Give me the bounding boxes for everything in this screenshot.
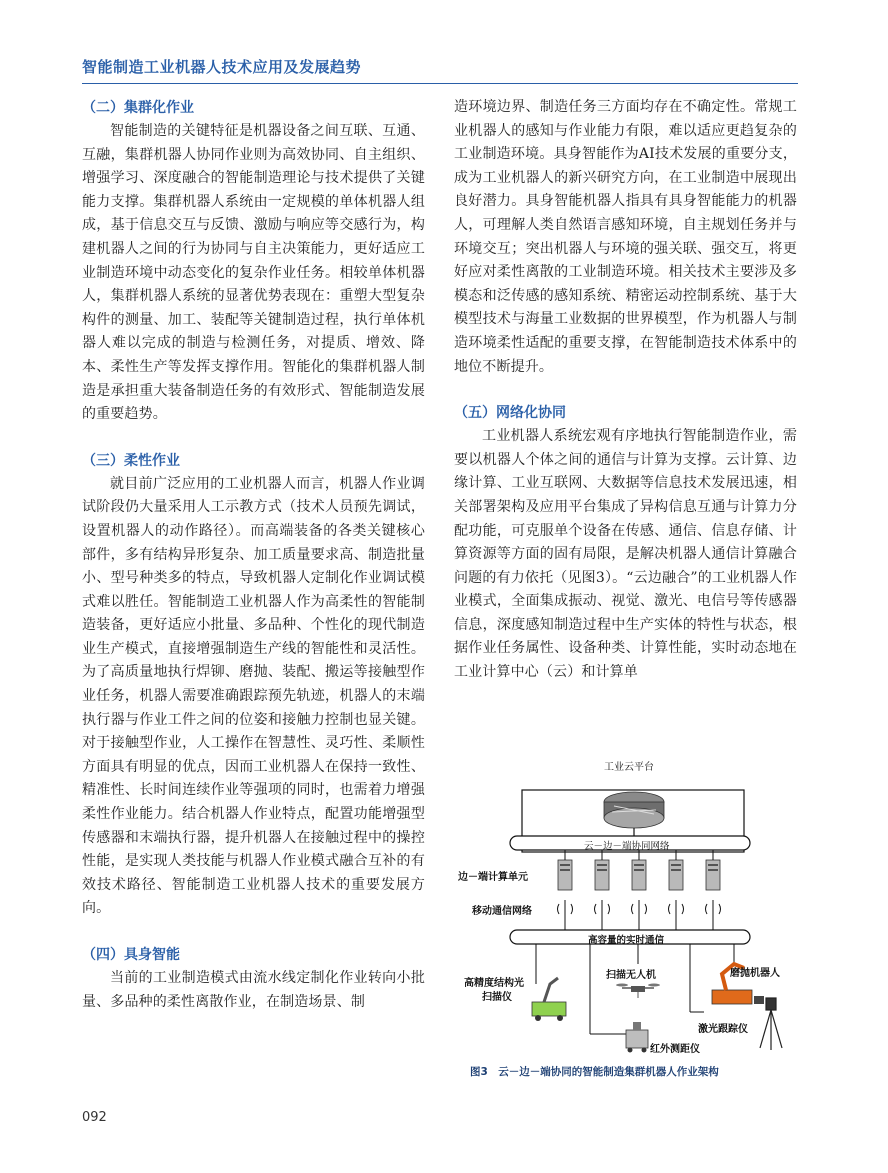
paragraph-network: 工业机器人系统宏观有序地执行智能制造作业，需要以机器人个体之间的通信与计算为支撑。云计算、边缘计算、工业互联网、大数据等信息技术发展迅速，相关部署架构及应用平台集成了异构信息互通与计算力分配功能，可克服单个设备在传感、通信、信息存储、计算资源等方面的固有局限，是解决机器人通信计算融合问题的有力依托（见图3）。“云边融合”的工业机器人作业模式，全面集成振动、视觉、激光、电信号等传感器信息，深度感知制造过程中生产实体的特性与状态，根据作业任务属性、设备种类、计算性能，实时动态地在工业计算中心（云）和计算单 [454, 428, 797, 681]
paragraph-embodied-start: 当前的工业制造模式由流水线定制化作业转向小批量、多品种的柔性离散作业，在制造场景、制 [82, 970, 425, 1010]
figure-caption: 图3 云－边－端协同的智能制造集群机器人作业架构 [470, 1066, 719, 1078]
right-column [454, 96, 797, 685]
realtime-comm-label: 高容量的实时通信 [588, 935, 665, 946]
cloud-platform-label: 工业云平台 [604, 762, 654, 773]
paragraph-cluster: 智能制造的关键特征是机器设备之间互联、互通、互融，集群机器人协同作业则为高效协同、自主组织、增强学习、深度融合的智能制造理论与技术提供了关键能力支撑。集群机器人系统由一定规模的单体机器人组成，基于信息交互与反馈、激励与响应等交感行为，构建机器人之间的行为协同与自主决策能力，更好适应工业制造环境中动态变化的复杂作业任务。相较单体机器人，集群机器人系统的显著优势表现在：重塑大型复杂构件的测量、加工、装配等关键制造过程，执行单体机器人难以完成的制造与检测任务，对提质、增效、降本、柔性生产等发挥支撑作用。智能化的集群机器人制造是承担重大装备制造任务的有效形式、智能制造发展的重要趋势。 [82, 123, 425, 423]
structured-light-robot-icon [532, 978, 566, 1021]
polishing-robot-label: 磨抛机器人 [730, 968, 780, 979]
scanner-label: 扫描仪 [482, 992, 512, 1003]
infrared-ranger-icon [626, 1022, 648, 1053]
cloud-server-icon [604, 792, 664, 828]
edge-servers [558, 860, 720, 890]
running-head: 智能制造工业机器人技术应用及发展趋势 [82, 56, 798, 84]
left-column [82, 96, 425, 1014]
laser-tracker-icon [760, 998, 782, 1050]
infrared-ranger-label: 红外测距仪 [650, 1044, 700, 1055]
section-title-embodied: （四）具身智能 [82, 947, 180, 963]
cloud-edge-network-label: 云－边－端协同网络 [584, 841, 670, 852]
section-title-flexible: （三）柔性作业 [82, 452, 180, 469]
edge-unit-label: 边－端计算单元 [458, 872, 528, 883]
paragraph-flexible: 就目前广泛应用的工业机器人而言，机器人作业调试阶段仍大量采用人工示教方式（技术人员预先调试，设置机器人的动作路径）。而高端装备的各类关键核心部件，多有结构异形复杂、加工质量要求高、制造批量小、型号种类多的特点，导致机器人定制化作业调试模式难以胜任。智能制造工业机器人作为高柔性的智能制造装备，更好适应小批量、多品种、个性化的现代制造业生产模式，直接增强制造生产线的智能性和灵活性。为了高质量地执行焊铆、磨抛、装配、搬运等接触型作业任务，机器人需要准确跟踪预先轨迹，机器人的末端执行器与作业工件之间的位姿和接触力控制也显关键。对于接触型作业，人工操作在智慧性、灵巧性、柔顺性方面具有明显的优点，因而工业机器人在保持一致性、精准性、长时间连续作业等强项的同时，也需着力增强柔性作业能力。结合机器人作业特点，配置功能增强型传感器和末端执行器，提升机器人在接触过程中的操控性能，是实现人类技能与机器人作业模式融合互补的有效技术路径、智能制造工业机器人技术的重要发展方向。 [82, 475, 425, 917]
paragraph-embodied-cont: 造环境边界、制造任务三方面均存在不确定性。常规工业机器人的感知与作业能力有限，难以适应更趋复杂的工业制造环境。具身智能作为AI技术发展的重要分支，成为工业机器人的新兴研究方向，在工业制造中展现出良好潜力。具身智能机器人指具有具身智能能力的机器人，可理解人类自然语言感知环境，自主规划任务并与环境交互；突出机器人与环境的强关联、强交互，将更好应对柔性离散的工业制造环境。相关技术主要涉及多模态和泛传感的感知系统、精密运动控制系统、基于大模型技术与海量工业数据的世界模型，作为机器人与制造环境柔性适配的重要支撑，在智能制造技术体系中的地位不断提升。 [454, 99, 797, 375]
figure-3 [454, 752, 799, 1082]
drone-icon [616, 984, 660, 999]
structured-light-label: 高精度结构光 [464, 978, 524, 989]
page-number: 092 [82, 1110, 107, 1125]
section-title-cluster: （二）集群化作业 [82, 100, 194, 116]
laser-tracker-label: 激光跟踪仪 [698, 1024, 748, 1035]
section-title-network: （五）网络化协同 [454, 405, 566, 422]
drone-label: 扫描无人机 [606, 970, 656, 981]
mobile-network-label: 移动通信网络 [472, 906, 532, 917]
